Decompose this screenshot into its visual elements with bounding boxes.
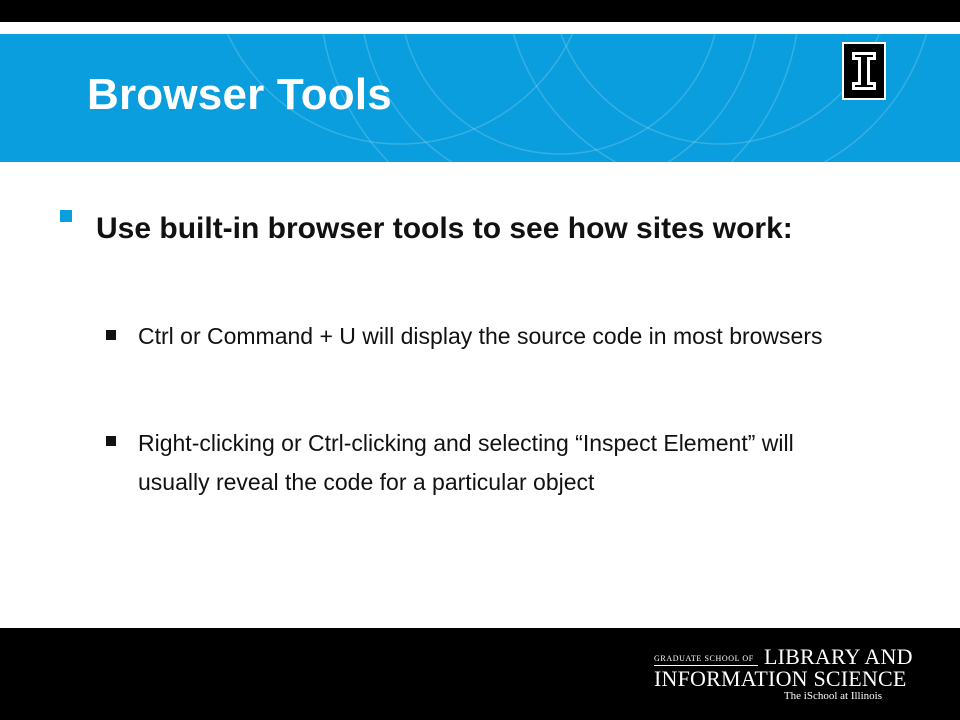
bullet-level2-text: Right-clicking or Ctrl-clicking and selecting “Inspect Element” will usually reveal the code for a particular object [138, 430, 794, 495]
bullet-level2-text: Ctrl or Command + U will display the source code in most browsers [138, 323, 823, 349]
logo-line1: LIBRARY AND [764, 644, 913, 669]
top-white-stripe [0, 22, 960, 34]
logo-small-label: GRADUATE SCHOOL OF [654, 654, 754, 663]
footer-bar [0, 628, 960, 720]
slide-content [0, 162, 960, 628]
square-bullet-icon [106, 436, 116, 446]
slide-title: Browser Tools [87, 70, 392, 119]
square-bullet-icon [60, 210, 72, 222]
logo-tagline: The iSchool at Illinois [783, 690, 882, 702]
top-black-bar [0, 0, 960, 22]
illinois-block-i-icon [842, 42, 886, 100]
bullet-level1-text: Use built-in browser tools to see how sites work: [96, 212, 793, 245]
gslis-logo [654, 644, 913, 706]
header-band [0, 34, 960, 162]
square-bullet-icon [106, 330, 116, 340]
logo-line2: INFORMATION SCIENCE [654, 666, 907, 691]
